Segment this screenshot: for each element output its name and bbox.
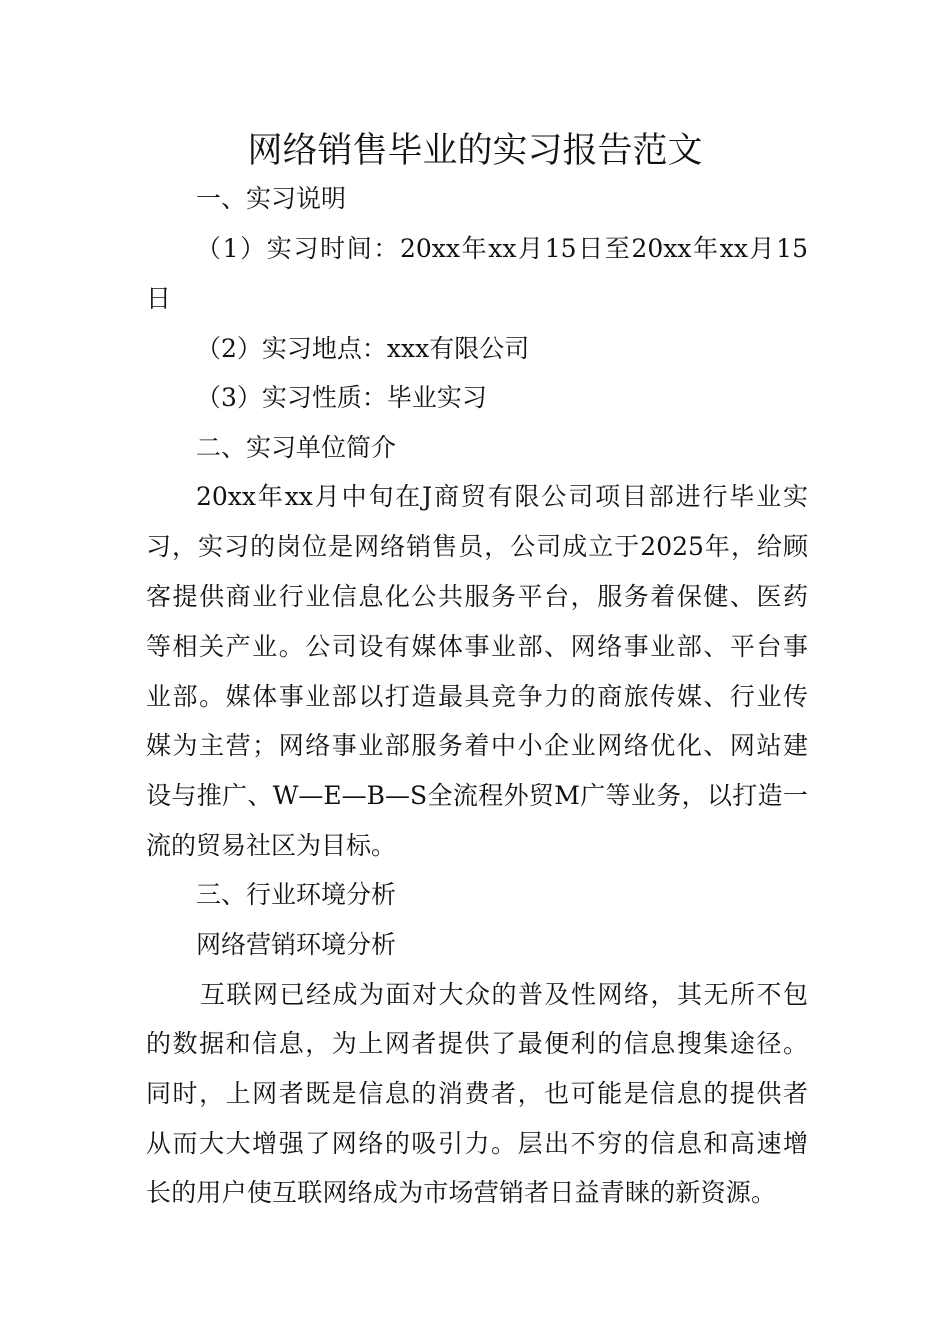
paragraph-line: 习，实习的岗位是网络销售员，公司成立于2025年，给顾 — [146, 532, 808, 561]
paragraph-line-time: （1）实习时间：20xx年xx月15日至20xx年xx月15 — [196, 234, 808, 263]
paragraph-line: 流的贸易社区为目标。 — [146, 831, 397, 860]
paragraph-line: 同时，上网者既是信息的消费者，也可能是信息的提供者 — [146, 1079, 808, 1108]
heading-industry-analysis: 三、行业环境分析 — [196, 880, 397, 909]
paragraph-line: 媒为主营；网络事业部服务着中小企业网络优化、网站建 — [146, 731, 808, 760]
subheading-network-marketing: 网络营销环境分析 — [196, 930, 397, 959]
paragraph-line: 业部。媒体事业部以打造最具竞争力的商旅传媒、行业传 — [146, 682, 808, 711]
paragraph-line: 的数据和信息，为上网者提供了最便利的信息搜集途径。 — [146, 1029, 808, 1058]
heading-company-intro: 二、实习单位简介 — [196, 433, 397, 462]
paragraph-line: 设与推广、W—E—B—S全流程外贸M广等业务，以打造一 — [146, 781, 808, 810]
paragraph-line: 20xx年xx月中旬在J商贸有限公司项目部进行毕业实 — [196, 482, 808, 511]
document-title: 网络销售毕业的实习报告范文 — [247, 131, 703, 171]
paragraph-line-location: （2）实习地点：xxx有限公司 — [196, 334, 530, 363]
paragraph-line: 从而大大增强了网络的吸引力。层出不穷的信息和高速增 — [146, 1129, 808, 1158]
paragraph-line: 互联网已经成为面对大众的普及性网络，其无所不包 — [200, 980, 808, 1009]
paragraph-line-time-cont: 日 — [146, 284, 172, 313]
paragraph-line: 等相关产业。公司设有媒体事业部、网络事业部、平台事 — [146, 632, 808, 661]
heading-internship-description: 一、实习说明 — [196, 184, 347, 213]
paragraph-line-nature: （3）实习性质：毕业实习 — [196, 383, 487, 412]
paragraph-line: 客提供商业行业信息化公共服务平台，服务着保健、医药 — [146, 582, 808, 611]
paragraph-line: 长的用户使互联网络成为市场营销者日益青睐的新资源。 — [146, 1178, 776, 1207]
